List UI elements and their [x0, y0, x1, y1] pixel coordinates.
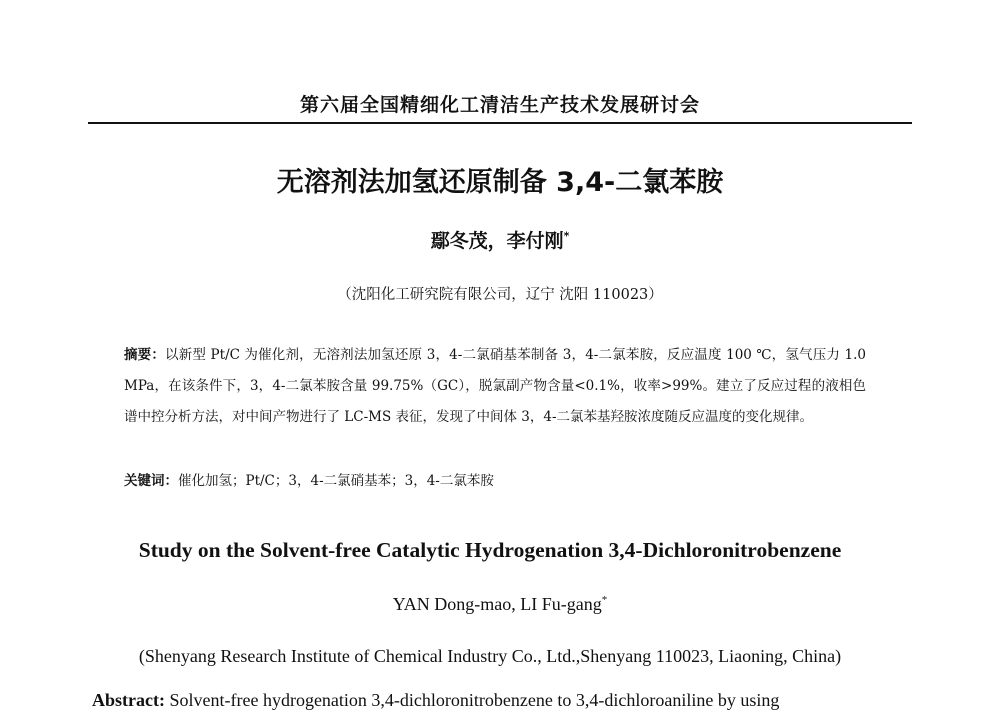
chinese-authors-names: 鄢冬茂，李付刚 — [430, 230, 564, 252]
english-abstract-text: Solvent-free hydrogenation 3,4-dichloronitrobenzene to 3,4-dichloroaniline by using — [169, 690, 780, 710]
header-rule — [88, 122, 912, 124]
chinese-keywords-text: 催化加氢；Pt/C；3，4-二氯硝基苯；3，4-二氯苯胺 — [178, 473, 494, 489]
conference-header: 第六届全国精细化工清洁生产技术发展研讨会 — [299, 94, 700, 116]
chinese-abstract-label: 摘要： — [124, 347, 166, 363]
chinese-keywords — [124, 469, 866, 489]
english-abstract — [92, 690, 902, 711]
chinese-corresponding-mark: * — [563, 229, 570, 243]
chinese-title: 无溶剂法加氢还原制备 3,4-二氯苯胺 — [276, 167, 724, 198]
english-corresponding-mark: * — [601, 594, 608, 606]
english-title: Study on the Solvent-free Catalytic Hydrogenation 3,4-Dichloronitrobenzene — [138, 538, 842, 562]
english-affiliation: (Shenyang Research Institute of Chemical Industry Co., Ltd.,Shenyang 110023, Liaoning, China) — [138, 646, 842, 666]
chinese-abstract-text: 以新型 Pt/C 为催化剂，无溶剂法加氢还原 3，4-二氯硝基苯制备 3，4-二氯苯胺，反应温度 100 ℃，氢气压力 1.0 MPa，在该条件下，3，4-二氯苯胺含量 99.75%（GC），脱氯副产物含量<0.1%，收率>99%。建立了反应过程的液相色谱中控分析方法，对中间产物进行了 LC-MS 表征，发现了中间体 3，4-二氯苯基羟胺浓度随反应温度的变化规律。 — [124, 347, 866, 425]
english-authors — [0, 594, 1000, 615]
chinese-abstract — [124, 340, 866, 433]
chinese-keywords-label: 关键词： — [124, 473, 178, 489]
english-abstract-label: Abstract: — [92, 690, 165, 710]
english-authors-names: YAN Dong-mao, LI Fu-gang — [392, 594, 602, 614]
chinese-affiliation: （沈阳化工研究院有限公司，辽宁 沈阳 110023） — [337, 287, 663, 303]
chinese-authors — [0, 226, 1000, 253]
